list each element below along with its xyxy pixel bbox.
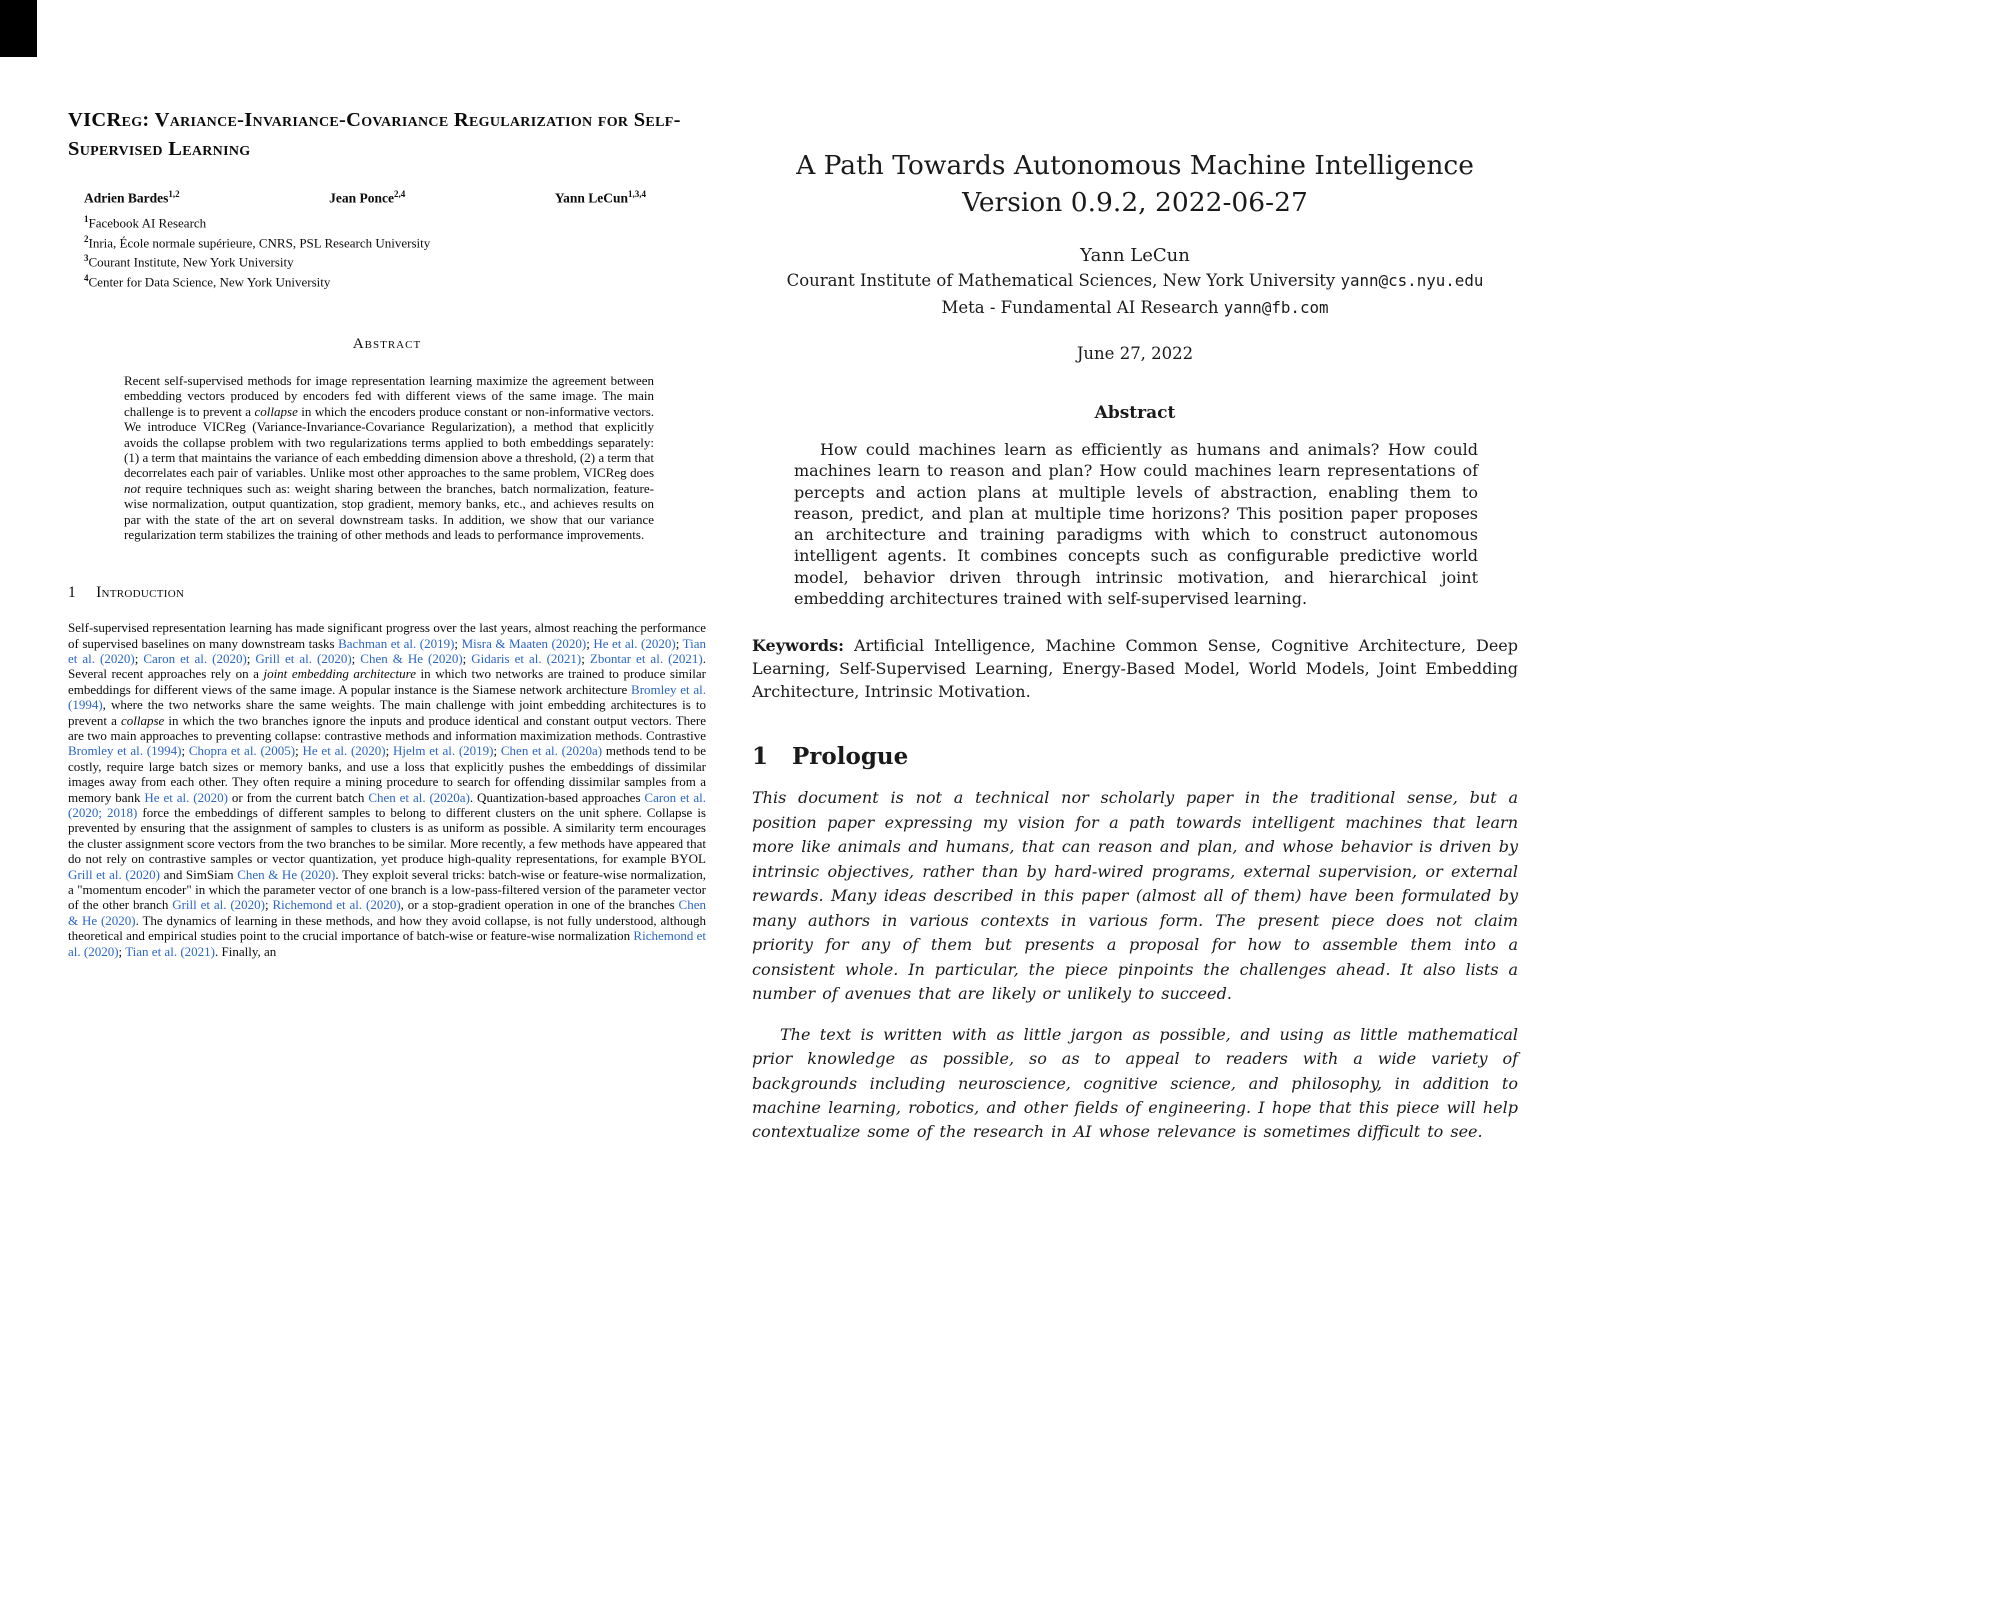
affiliations-list — [84, 213, 706, 292]
citation-link[interactable]: Chen et al. (2020a) — [368, 789, 470, 805]
prologue-body — [752, 786, 1518, 1145]
affiliation-item: $^3$Courant Institute, New York University — [84, 253, 294, 270]
affiliation-item: $^2$Inria, École normale supérieure, CNRS, PSL Research University — [84, 233, 431, 250]
author-name: Yann LeCun — [1080, 245, 1190, 267]
left-paper-page — [68, 106, 706, 959]
affiliation-line-1: Courant Institute of Mathematical Sciences, New York University yann@cs.nyu.edu — [786, 271, 1484, 291]
citation-link[interactable]: Richemond et al. (2020) — [68, 928, 706, 959]
author-affil-sup: 1,2 — [168, 189, 180, 200]
citation-link[interactable]: Chopra et al. (2005) — [188, 743, 296, 759]
authors-row — [84, 189, 646, 207]
citation-link[interactable]: He et al. (2020) — [144, 789, 228, 805]
keywords-line: Keywords: Artificial Intelligence, Machine Common Sense, Cognitive Architecture, Deep Learning, Self-Supervised Learning, Energy-Based Model, World Models, Joint Embedding Architecture, Intrinsic Motivation. — [752, 636, 1518, 701]
citation-link[interactable]: Caron et al. (2020; 2018) — [68, 789, 706, 820]
author-name: Yann LeCun — [554, 190, 628, 206]
citation-link[interactable]: He et al. (2020) — [302, 743, 386, 759]
right-paper-page — [752, 148, 1518, 1145]
left-paper-title: VICReg: Variance-Invariance-Covariance Regularization for Self-Supervised Learning — [68, 109, 681, 160]
version-line: Version 0.9.2, 2022-06-27 — [962, 186, 1308, 218]
section-number: 1 — [68, 584, 77, 602]
introduction-paragraph: Self-supervised representation learning has made significant progress over the last years, almost reaching the performance of supervised baselines on many downstream tasks Bachman et al. (2019); Misra & Maaten (2020); He et al. (2020); Tian et al. (2020); Caron et al. (2020); Grill et al. (2020); Chen & He (2020); Gidaris et al. (2021); Zbontar et al. (2021). Several recent approaches rely on a joint embedding architecture in which two networks are trained to produce similar embeddings for different views of the same image. A popular instance is the Siamese network architecture Bromley et al. (1994), where the two networks share the same weights. The main challenge with joint embedding architectures is to prevent a collapse in which the two branches ignore the inputs and produce identical and constant output vectors. There are two main approaches to preventing collapse: contrastive methods and information maximization methods. Contrastive Bromley et al. (1994); Chopra et al. (2005); He et al. (2020); Hjelm et al. (2019); Chen et al. (2020a) methods tend to be costly, require large batch sizes or memory banks, and use a loss that explicitly pushes the embeddings of dissimilar images away from each other. They often require a mining procedure to search for offending dissimilar samples from a memory bank He et al. (2020) or from the current batch Chen et al. (2020a). Quantization-based approaches Caron et al. (2020; 2018) force the embeddings of different samples to belong to different clusters on the unit sphere. Collapse is prevented by ensuring that the assignment of samples to clusters is as uniform as possible. A similarity term encourages the cluster assignment score vectors from the two branches to be similar. More recently, a few methods have appeared that do not rely on contrastive samples or vector quantization, yet produce high-quality representations, for example BYOL Grill et al. (2020) and SimSiam Chen & He (2020). They exploit several tricks: batch-wise or feature-wise normalization, a "momentum encoder" in which the parameter vector of one branch is a low-pass-filtered version of the parameter vector of the other branch Grill et al. (2020); Richemond et al. (2020), or a stop-gradient operation in one of the branches Chen & He (2020). The dynamics of learning in these methods, and how they avoid collapse, is not fully understood, although theoretical and empirical studies point to the crucial importance of batch-wise or feature-wise normalization Richemond et al. (2020); Tian et al. (2021). Finally, an — [68, 620, 706, 959]
citation-link[interactable]: Bachman et al. (2019) — [338, 635, 455, 651]
black-corner-mark — [0, 0, 37, 57]
citation-link[interactable]: Chen et al. (2020a) — [500, 743, 603, 759]
abstract-text: How could machines learn as efficiently as humans and animals? How could machines learn to reason and plan? How could machines learn representations of percepts and action plans at multiple levels of abstraction, enabling them to reason, predict, and plan at multiple time horizons? This position paper proposes an architecture and training paradigms with which to construct autonomous intelligent agents. It combines concepts such as configurable predictive world model, behavior driven through intrinsic motivation, and hierarchical joint embedding architectures trained with self-supervised learning. — [794, 440, 1478, 608]
prologue-paragraph-1: This document is not a technical nor scholarly paper in the traditional sense, but a position paper expressing my vision for a path towards intelligent machines that learn more like animals and humans, that can reason and plan, and whose behavior is driven by intrinsic objectives, rather than by hard-wired programs, external supervision, or external rewards. Many ideas described in this paper (almost all of them) have been formulated by many authors in various contexts in various form. The present piece does not claim priority for any of them but presents a proposal for how to assemble them into a consistent whole. In particular, the piece pinpoints the challenges ahead. It also lists a number of avenues that are likely or unlikely to succeed. — [752, 788, 1518, 1004]
author — [555, 189, 646, 207]
section-title: Introduction — [96, 584, 185, 602]
citation-link[interactable]: He et al. (2020) — [593, 635, 676, 651]
citation-link[interactable]: Caron et al. (2020) — [143, 651, 247, 667]
section-heading-prologue — [752, 743, 1518, 770]
author-name: Adrien Bardes — [84, 190, 169, 206]
citation-link[interactable]: Bromley et al. (1994) — [68, 681, 706, 713]
citation-link[interactable]: Chen & He (2020) — [360, 651, 463, 667]
section-title: Prologue — [792, 743, 909, 771]
date-line: June 27, 2022 — [1076, 344, 1194, 364]
citation-link[interactable]: Tian et al. (2021) — [125, 943, 215, 959]
citation-link[interactable]: Hjelm et al. (2019) — [393, 743, 494, 759]
citation-link[interactable]: Grill et al. (2020) — [255, 651, 352, 667]
citation-link[interactable]: Zbontar et al. (2021) — [589, 651, 703, 667]
author-name: Jean Ponce — [329, 190, 395, 206]
affiliation-item: $^4$Center for Data Science, New York University — [84, 273, 331, 290]
citation-link[interactable]: Richemond et al. (2020) — [272, 897, 401, 913]
citation-link[interactable]: Gidaris et al. (2021) — [471, 651, 582, 667]
affiliation-item: $^1$Facebook AI Research — [84, 213, 207, 231]
author — [329, 189, 405, 207]
abstract-text: Recent self-supervised methods for image representation learning maximize the agreement between embedding vectors produced by encoders fed with different views of the same image. The main challenge is to prevent a collapse in which the encoders produce constant or non-informative vectors. We introduce VICReg (Variance-Invariance-Covariance Regularization), a method that explicitly avoids the collapse problem with two regularizations terms applied to both embeddings separately: (1) a term that maintains the variance of each embedding dimension above a threshold, (2) a term that decorrelates each pair of variables. Unlike most other approaches to the same problem, VICReg does not require techniques such as: weight sharing between the branches, batch normalization, feature-wise normalization, output quantization, stop gradient, memory banks, etc., and achieves results on par with the state of the art on several downstream tasks. In addition, we show that our variance regularization term stabilizes the training of other methods and leads to performance improvements. — [124, 373, 654, 542]
citation-link[interactable]: Chen & He (2020) — [68, 897, 706, 928]
citation-link[interactable]: Bromley et al. (1994) — [68, 743, 182, 759]
title-line: A Path Towards Autonomous Machine Intelligence — [796, 150, 1474, 181]
abstract-heading: Abstract — [1094, 403, 1176, 424]
author-affil-sup: 1,3,4 — [628, 189, 646, 200]
author — [84, 189, 180, 207]
citation-link[interactable]: Chen & He (2020) — [237, 866, 336, 882]
affiliation-line-2: Meta - Fundamental AI Research yann@fb.com — [941, 298, 1329, 318]
abstract-heading: Abstract — [352, 336, 422, 352]
citation-link[interactable]: Grill et al. (2020) — [172, 897, 266, 913]
author-affil-sup: 2,4 — [394, 189, 406, 200]
citation-link[interactable]: Tian et al. (2020) — [68, 635, 706, 667]
section-number: 1 — [752, 743, 769, 771]
citation-link[interactable]: Grill et al. (2020) — [68, 866, 160, 882]
right-paper-title — [752, 148, 1518, 221]
citation-link[interactable]: Misra & Maaten (2020) — [461, 635, 587, 651]
section-heading-introduction — [68, 584, 706, 602]
prologue-paragraph-2: The text is written with as little jargon as possible, and using as little mathematical prior knowledge as possible, so as to appeal to readers with a wide variety of backgrounds including neuroscience, cognitive science, and philosophy, in addition to machine learning, robotics, and other fields of engineering. I hope that this piece will help contextualize some of the research in AI whose relevance is sometimes difficult to see. — [752, 1024, 1518, 1142]
